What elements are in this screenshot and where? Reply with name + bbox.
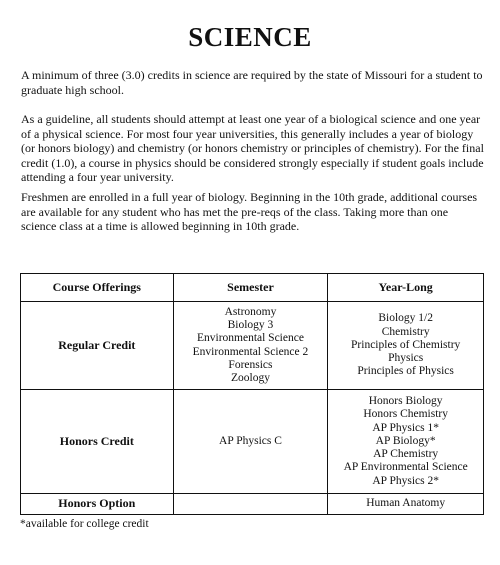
course-offerings-table: [20, 273, 484, 515]
intro-paragraph-credits: A minimum of three (3.0) credits in science are required by the state of Missouri for a student to graduate high school.: [21, 68, 483, 97]
semester-cell: [173, 302, 328, 390]
table-header-row: [21, 274, 484, 302]
course-item: Zoology: [230, 372, 270, 385]
table-row-regular-credit: [21, 302, 484, 390]
course-item: AP Physics 1*: [372, 421, 439, 434]
course-item: Human Anatomy: [366, 497, 446, 510]
row-label: Regular Credit: [21, 302, 174, 390]
year-long-cell: [328, 302, 484, 390]
table-row-honors-credit: [21, 390, 484, 494]
table-row-honors-option: [21, 494, 484, 515]
page-title: SCIENCE: [188, 22, 312, 52]
header-course-offerings: Course Offerings: [21, 274, 174, 302]
intro-paragraph-guideline: As a guideline, all students should attempt at least one year of a biological science and one year of a physical science. For most four year universities, this generally includes a year of biology (or honors biology) and chemistry (or honors chemistry or principles of chemistry). For the final credit (1.0), a course in physics should be considered strongly especially if student goals include attending a four year university.: [21, 112, 484, 185]
course-item: AP Physics 2*: [372, 474, 439, 487]
course-item: Physics: [388, 352, 424, 365]
header-year-long: Year-Long: [328, 274, 484, 302]
row-label: Honors Credit: [21, 390, 174, 494]
course-item: AP Biology*: [375, 434, 436, 447]
course-item: Forensics: [228, 358, 273, 371]
course-item: Honors Biology: [368, 394, 443, 407]
course-item: AP Chemistry: [373, 448, 439, 461]
course-item: Principles of Chemistry: [351, 338, 461, 351]
course-item: Honors Chemistry: [363, 408, 448, 421]
course-item: Chemistry: [381, 325, 430, 338]
course-item: Biology 3: [227, 318, 274, 331]
course-item: AP Environmental Science: [343, 461, 468, 474]
year-long-cell: [328, 390, 484, 494]
semester-cell: [173, 494, 328, 515]
course-item: Environmental Science 2: [192, 345, 309, 358]
course-item: Principles of Physics: [357, 365, 454, 378]
course-item: AP Physics C: [219, 434, 282, 447]
footnote: *available for college credit: [20, 518, 149, 530]
semester-cell: [173, 390, 328, 494]
course-item: Environmental Science: [196, 332, 304, 345]
course-item: Astronomy: [224, 305, 277, 318]
course-item: Biology 1/2: [378, 312, 433, 325]
year-long-cell: [328, 494, 484, 515]
header-semester: Semester: [173, 274, 328, 302]
intro-paragraph-freshmen: Freshmen are enrolled in a full year of biology. Beginning in the 10th grade, additional courses are available for any student who has met the pre-reqs of the class. Taking more than one science class at a time is allowed beginning in 10th grade.: [21, 190, 478, 234]
row-label: Honors Option: [21, 494, 174, 515]
